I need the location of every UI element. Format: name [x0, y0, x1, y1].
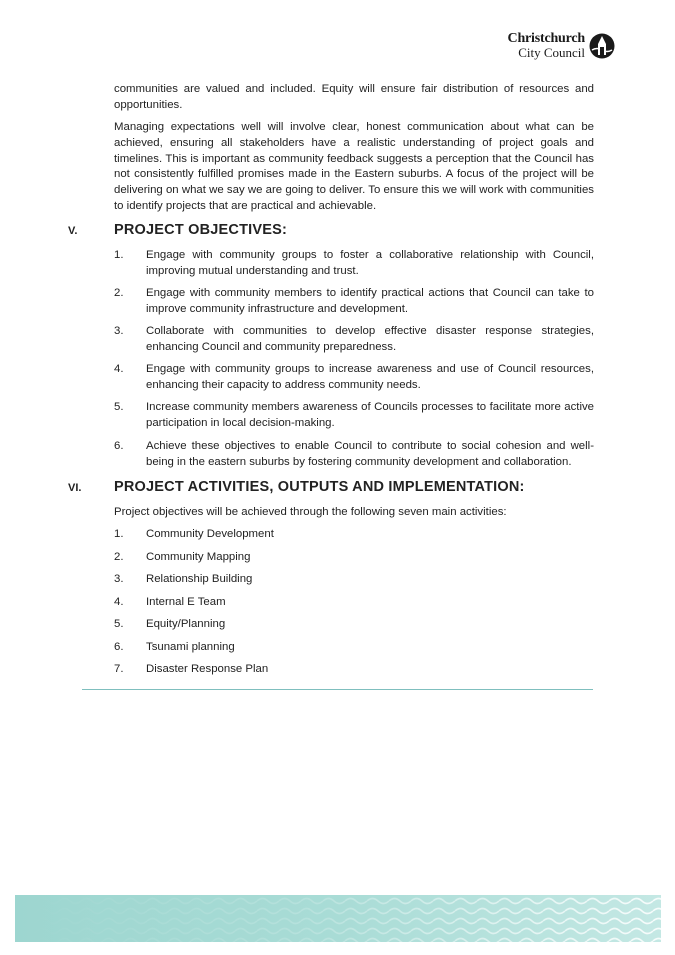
item-number: 4. — [114, 596, 124, 608]
activity-item — [114, 640, 594, 656]
activity-item — [114, 662, 594, 678]
item-number: 5. — [114, 401, 124, 413]
item-text: Equity/Planning — [146, 618, 226, 630]
objective-item — [114, 439, 594, 471]
item-text: Engage with community groups to foster a collaborative relationship with Council, improving mutual understanding and trust. — [146, 249, 594, 277]
item-number: 2. — [114, 287, 124, 299]
item-text: Relationship Building — [146, 573, 253, 585]
logo-line1: Christchurch — [507, 31, 585, 46]
item-number: 7. — [114, 663, 124, 675]
item-number: 3. — [114, 325, 124, 337]
item-number: 4. — [114, 363, 124, 375]
council-logo — [508, 32, 615, 60]
objective-item — [114, 324, 594, 356]
activities-intro: Project objectives will be achieved through the following seven main activities: — [114, 506, 507, 518]
objective-item — [114, 286, 594, 318]
section-title: PROJECT ACTIVITIES, OUTPUTS AND IMPLEMENTATION: — [114, 479, 525, 495]
item-text: Community Mapping — [146, 551, 251, 563]
objective-item — [114, 248, 594, 280]
item-number: 6. — [114, 641, 124, 653]
activity-item — [114, 617, 594, 633]
item-number: 2. — [114, 551, 124, 563]
section-number: V. — [68, 225, 78, 237]
objective-item — [114, 400, 594, 432]
intro-paragraph-1: communities are valued and included. Equity will ensure fair distribution of resources and opportunities. — [114, 83, 594, 111]
item-number: 1. — [114, 528, 124, 540]
activity-item — [114, 595, 594, 611]
activity-item — [114, 550, 594, 566]
item-text: Collaborate with communities to develop effective disaster response strategies, enhancing Council and community preparedness. — [146, 325, 594, 353]
item-text: Community Development — [146, 528, 274, 540]
cathedral-emblem-icon — [589, 33, 615, 59]
item-text: Internal E Team — [146, 596, 226, 608]
item-text: Disaster Response Plan — [146, 663, 269, 675]
section-heading-objectives — [0, 222, 675, 242]
intro-paragraph-2: Managing expectations well will involve clear, honest communication about what can be achieved, ensuring all stakeholders have a realistic understanding of project goals and timelines. This is important as community feedback suggests a perception that the Council has not consistently fulfilled promises made in the Eastern suburbs. A focus of the project will be delivering on what we say we are going to deliver. To ensure this we will work with communities to identify projects that are practical and achievable. — [114, 121, 594, 212]
item-text: Tsunami planning — [146, 641, 235, 653]
item-number: 6. — [114, 440, 124, 452]
item-number: 1. — [114, 249, 124, 261]
logo-text — [508, 32, 585, 60]
section-title: PROJECT OBJECTIVES: — [114, 222, 287, 238]
activity-item — [114, 527, 594, 543]
item-text: Engage with community members to identify practical actions that Council can take to improve community infrastructure and development. — [146, 287, 594, 315]
item-number: 5. — [114, 618, 124, 630]
section-divider — [82, 689, 593, 690]
objective-item — [114, 362, 594, 394]
activity-item — [114, 572, 594, 588]
footer-wave-band — [15, 895, 661, 942]
section-heading-activities — [0, 479, 675, 499]
item-text: Engage with community groups to increase awareness and use of Council resources, enhancing their capacity to address community needs. — [146, 363, 594, 391]
section-number: VI. — [68, 482, 82, 494]
item-number: 3. — [114, 573, 124, 585]
item-text: Achieve these objectives to enable Council to contribute to social cohesion and well-being in the eastern suburbs by fostering community development and collaboration. — [146, 440, 594, 468]
item-text: Increase community members awareness of Councils processes to facilitate more active participation in local decision-making. — [146, 401, 594, 429]
logo-line2: City Council — [518, 45, 585, 60]
